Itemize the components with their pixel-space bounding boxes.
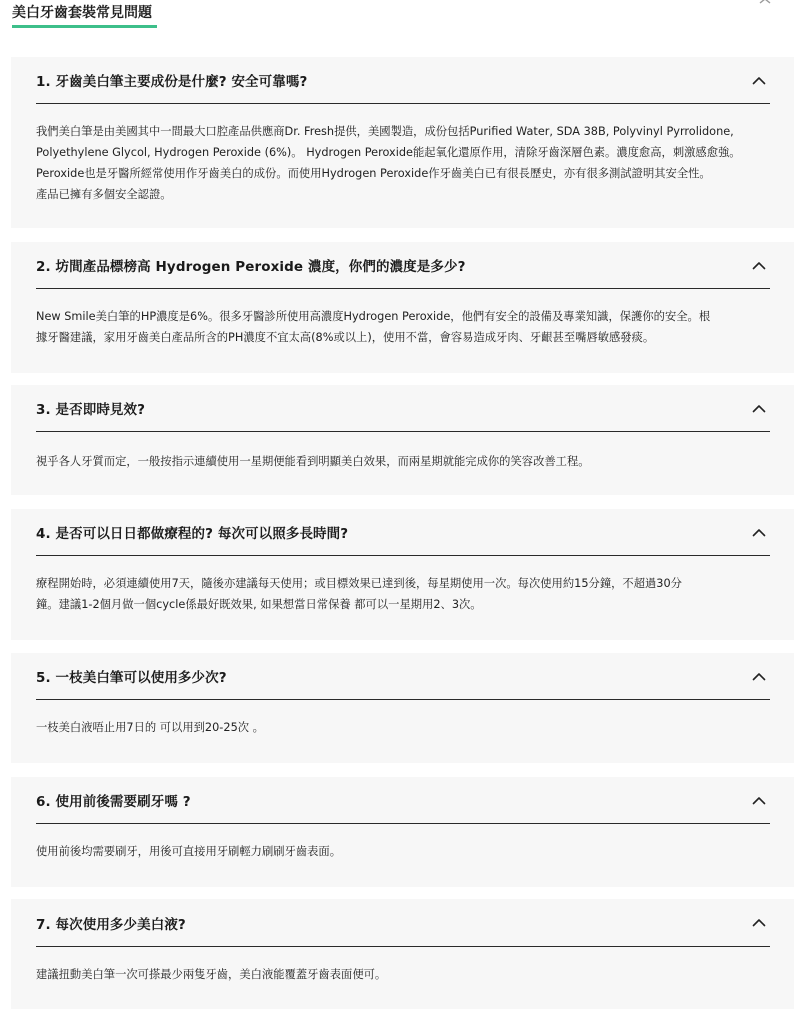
faq-item-1 <box>11 57 794 228</box>
chevron-up-icon[interactable] <box>750 791 768 809</box>
faq-answer-line: 產品已擁有多個安全認證。 <box>36 188 172 201</box>
faq-item-2 <box>11 242 794 373</box>
faq-answer-line: 視乎各人牙質而定，一般按指示連續使用一星期便能看到明顯美白效果，而兩星期就能完成你的笑容改善工程。 <box>36 455 590 468</box>
section-title: 美白牙齒套裝常見問題 <box>12 5 152 21</box>
faq-toggle-3[interactable] <box>36 385 770 432</box>
faq-answer-line: 療程開始時，必須連續使用7天，隨後亦建議每天使用；或目標效果已達到後，每星期使用一次。每次使用約15分鐘，不超過30分 <box>36 577 682 590</box>
faq-answer-3 <box>36 451 792 472</box>
faq-toggle-1[interactable] <box>36 57 770 104</box>
faq-toggle-6[interactable] <box>36 777 770 824</box>
faq-answer-line: 建議扭動美白筆一次可搽最少兩隻牙齒，美白液能覆蓋牙齒表面便可。 <box>36 968 387 981</box>
faq-toggle-2[interactable] <box>36 242 770 289</box>
faq-answer-line: New Smile美白筆的HP濃度是6%。很多牙醫診所使用高濃度Hydrogen Peroxide，他們有安全的設備及專業知識，保護你的安全。根 <box>36 310 711 323</box>
chevron-up-icon[interactable] <box>750 667 768 685</box>
faq-answer-2 <box>36 306 792 348</box>
faq-answer-1 <box>36 121 792 205</box>
faq-answer-line: 使用前後均需要刷牙，用後可直接用牙刷輕力刷刷牙齒表面。 <box>36 845 342 858</box>
faq-question-1: 1. 牙齒美白筆主要成份是什麼? 安全可靠嗎? <box>36 74 308 90</box>
faq-toggle-5[interactable] <box>36 653 770 700</box>
faq-item-7 <box>11 899 794 1009</box>
faq-question-5: 5. 一枝美白筆可以使用多少次? <box>36 670 227 686</box>
faq-toggle-4[interactable] <box>36 509 770 556</box>
faq-answer-5 <box>36 717 792 738</box>
faq-answer-line: 據牙醫建議，家用牙齒美白產品所含的PH濃度不宜太高(8%或以上)，使用不當，會容易造成牙肉、牙齦甚至嘴唇敏感發痰。 <box>36 331 655 344</box>
faq-item-3 <box>11 385 794 495</box>
collapse-all-icon[interactable] <box>758 0 772 8</box>
faq-question-4: 4. 是否可以日日都做療程的? 每次可以照多長時間? <box>36 526 349 542</box>
chevron-up-icon[interactable] <box>750 256 768 274</box>
faq-answer-line: 我們美白筆是由美國其中一間最大口腔產品供應商Dr. Fresh提供，美國製造，成份包括Purified Water, SDA 38B, Polyvinyl Pyrrolidone, <box>36 125 734 138</box>
chevron-up-icon[interactable] <box>750 71 768 89</box>
chevron-up-icon[interactable] <box>750 523 768 541</box>
faq-item-6 <box>11 777 794 887</box>
faq-answer-6 <box>36 841 792 862</box>
faq-answer-4 <box>36 573 792 615</box>
faq-answer-line: Peroxide也是牙醫所經常使用作牙齒美白的成份。而使用Hydrogen Peroxide作牙齒美白已有很長歷史，亦有很多測試證明其安全性。 <box>36 167 711 180</box>
faq-answer-line: Polyethylene Glycol, Hydrogen Peroxide (6%)。 Hydrogen Peroxide能起氧化還原作用，清除牙齒深層色素。濃度愈高，刺激感愈強。 <box>36 146 741 159</box>
faq-answer-line: 一枝美白液唔止用7日的 可以用到20-25次 。 <box>36 721 264 734</box>
title-underline <box>12 25 157 28</box>
faq-question-6: 6. 使用前後需要刷牙嗎 ? <box>36 794 191 810</box>
chevron-up-icon[interactable] <box>750 399 768 417</box>
faq-question-7: 7. 每次使用多少美白液? <box>36 916 186 933</box>
faq-question-3: 3. 是否即時見效? <box>36 402 146 418</box>
faq-answer-line: 鐘。建議1-2個月做一個cycle係最好既效果, 如果想當日常保養 都可以一星期用2、3次。 <box>36 598 482 611</box>
faq-question-2: 2. 坊間產品標榜高 Hydrogen Peroxide 濃度，你們的濃度是多少? <box>36 259 466 275</box>
chevron-up-icon[interactable] <box>750 914 768 932</box>
faq-item-5 <box>11 653 794 763</box>
faq-item-4 <box>11 509 794 640</box>
faq-answer-7 <box>36 964 792 985</box>
faq-toggle-7[interactable] <box>36 899 770 947</box>
